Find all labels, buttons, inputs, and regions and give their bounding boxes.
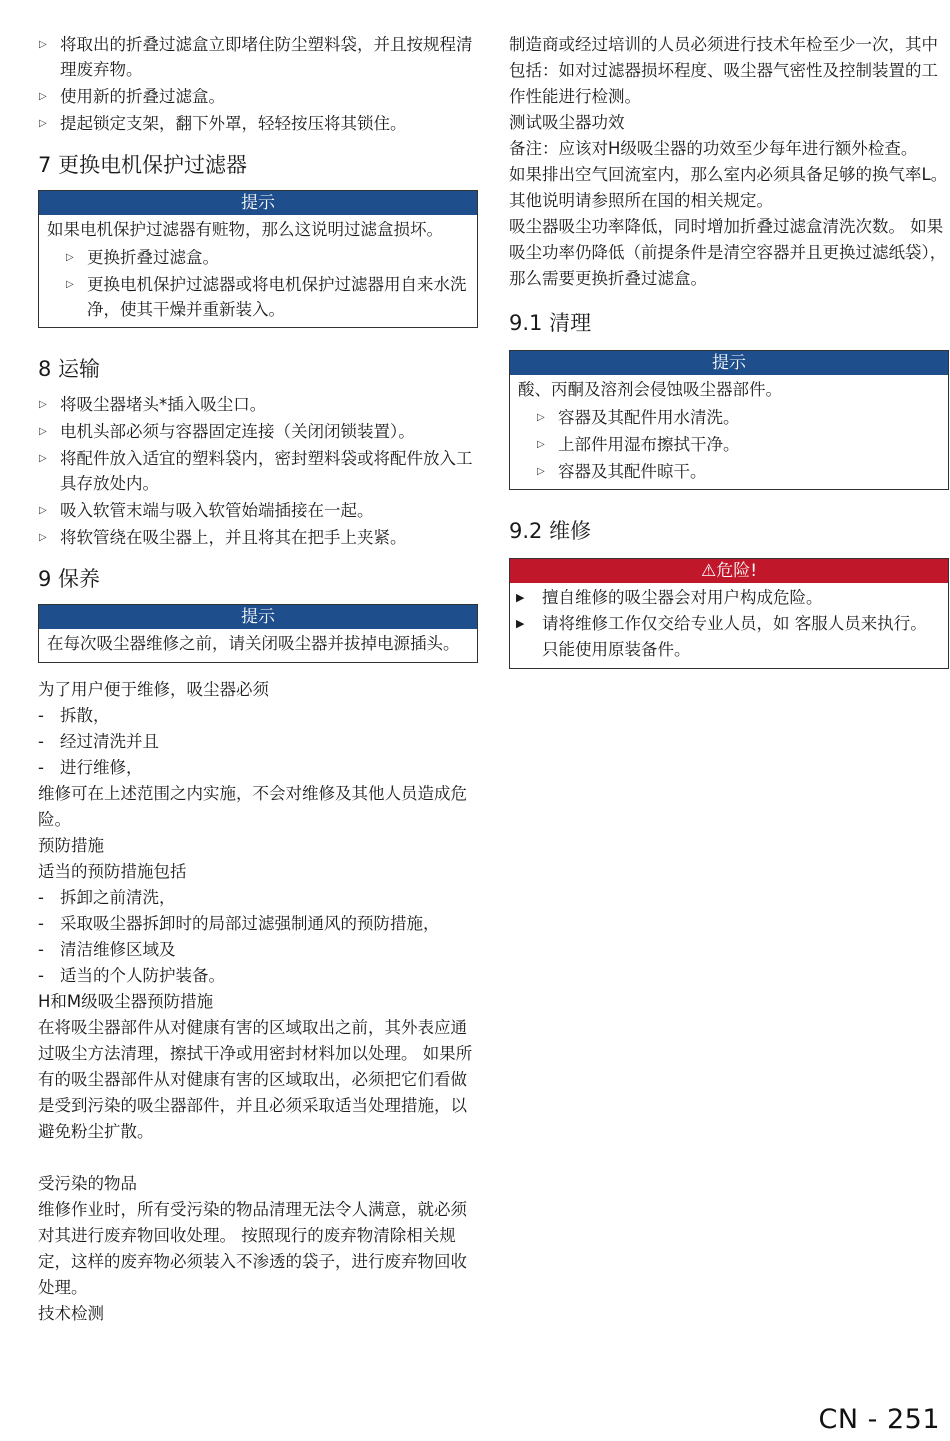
note-body: [510, 375, 948, 489]
sec91-note-box: [509, 350, 949, 490]
danger-body: [510, 583, 948, 668]
note-text: 如果电机保护过滤器有赃物，那么这说明过滤盒损坏。: [47, 220, 443, 239]
list-item: ▷ 提起锁定支架，翻下外罩，轻轻按压将其锁住。: [38, 111, 478, 136]
list-item: ▷ 将配件放入适宜的塑料袋内，密封塑料袋或将配件放入工具存放处内。: [38, 446, 478, 496]
page-number: CN - 251: [818, 1404, 940, 1435]
list-item: ▷ 电机头部必须与容器固定连接（关闭闭锁装置）。: [38, 419, 478, 444]
paragraph: 预防措施: [38, 836, 104, 855]
paragraph: 为了用户便于维修，吸尘器必须: [38, 680, 269, 699]
section-9-2-title: 9.2 维修: [509, 519, 592, 543]
paragraph: 技术检测: [38, 1304, 104, 1323]
note-body: [39, 215, 477, 327]
dash-item: - 拆散，: [38, 703, 478, 729]
list-item: ▷ 更换电机保护过滤器或将电机保护过滤器用自来水洗净，使其干燥并重新装入。: [65, 272, 469, 322]
section-9-1-title: 9.1 清理: [509, 311, 592, 335]
section-7-title: 7 更换电机保护过滤器: [38, 153, 248, 177]
list-item: ▷ 将软管绕在吸尘器上，并且将其在把手上夹紧。: [38, 525, 478, 550]
note-header: 提示: [39, 191, 477, 215]
paragraph: 吸尘器吸尘功率降低，同时增加折叠过滤盒清洗次数。 如果吸尘功率仍降低（前提条件是清空容器并且更换过滤纸袋），那么需要更换折叠过滤盒。: [509, 217, 947, 288]
paragraph: 如果排出空气回流室内，那么室内必须具备足够的换气率L。 其他说明请参照所在国的相关规定。: [509, 165, 948, 210]
paragraph: H和M级吸尘器预防措施: [38, 992, 214, 1011]
maintenance-text: [38, 677, 478, 1327]
dash-item: - 适当的个人防护装备。: [38, 963, 478, 989]
list-item: ▷ 使用新的折叠过滤盒。: [38, 84, 478, 109]
note-header: 提示: [39, 605, 477, 629]
paragraph: 备注：应该对H级吸尘器的功效至少每年进行额外检查。: [509, 139, 918, 158]
section-8-title: 8 运输: [38, 357, 101, 381]
paragraph: 测试吸尘器功效: [509, 113, 625, 132]
note-header: 提示: [510, 351, 948, 375]
section-9-title: 9 保养: [38, 567, 101, 591]
paragraph: 在将吸尘器部件从对健康有害的区域取出之前，其外表应通过吸尘方法清理，擦拭干净或用密封材料加以处理。 如果所有的吸尘器部件从对健康有害的区域取出，必须把它们看做是受到污染的吸尘器部件，并且必须采取适当处理措施，以避免粉尘扩散。: [38, 1018, 473, 1141]
list-item: ▷ 将吸尘器堵头*插入吸尘口。: [38, 392, 478, 417]
sec9-note-box: [38, 604, 478, 663]
paragraph: 制造商或经过培训的人员必须进行技术年检至少一次，其中包括：如对过滤器损坏程度、吸尘器气密性及控制装置的工作性能进行检测。: [509, 35, 938, 106]
dash-item: - 经过清洗并且: [38, 729, 478, 755]
list-item: ▷ 更换折叠过滤盒。: [65, 245, 469, 270]
list-item: ▶ 擅自维修的吸尘器会对用户构成危险。: [514, 585, 940, 611]
dash-item: - 进行维修，: [38, 755, 478, 781]
list-item: ▷ 将取出的折叠过滤盒立即堵住防尘塑料袋，并且按规程清理废弃物。: [38, 32, 478, 82]
paragraph: 适当的预防措施包括: [38, 862, 187, 881]
list-item: ▷ 容器及其配件用水清洗。: [536, 405, 940, 430]
list-item: ▷ 容器及其配件晾干。: [536, 459, 940, 484]
paragraph: 受污染的物品: [38, 1174, 137, 1193]
dash-item: - 清洁维修区域及: [38, 937, 478, 963]
danger-box: [509, 558, 949, 669]
list-item: ▷ 吸入软管末端与吸入软管始端插接在一起。: [38, 498, 478, 523]
paragraph: 维修可在上述范围之内实施，不会对维修及其他人员造成危险。: [38, 784, 467, 829]
intro-list: [38, 32, 478, 136]
list-item: ▷ 上部件用湿布擦拭干净。: [536, 432, 940, 457]
danger-header: ⚠危险!: [510, 559, 948, 583]
paragraph: 维修作业时，所有受污染的物品清理无法令人满意，就必须对其进行废弃物回收处理。 按照现行的废弃物清除相关规定，这样的废弃物必须装入不渗透的袋子，进行废弃物回收处理。: [38, 1200, 467, 1297]
left-column: [38, 32, 478, 1327]
right-column: [509, 32, 949, 669]
dash-item: - 拆卸之前清洗，: [38, 885, 478, 911]
note-text: 在每次吸尘器维修之前，请关闭吸尘器并拔掉电源插头。: [47, 634, 460, 653]
list-item: ▶ 请将维修工作仅交给专业人员，如 客服人员来执行。 只能使用原装备件。: [514, 611, 940, 663]
note-body: [39, 629, 477, 662]
sec8-list: [38, 392, 478, 550]
sec7-note-box: [38, 190, 478, 328]
dash-item: - 采取吸尘器拆卸时的局部过滤强制通风的预防措施，: [38, 911, 478, 937]
note-text: 酸、丙酮及溶剂会侵蚀吸尘器部件。: [518, 380, 782, 399]
